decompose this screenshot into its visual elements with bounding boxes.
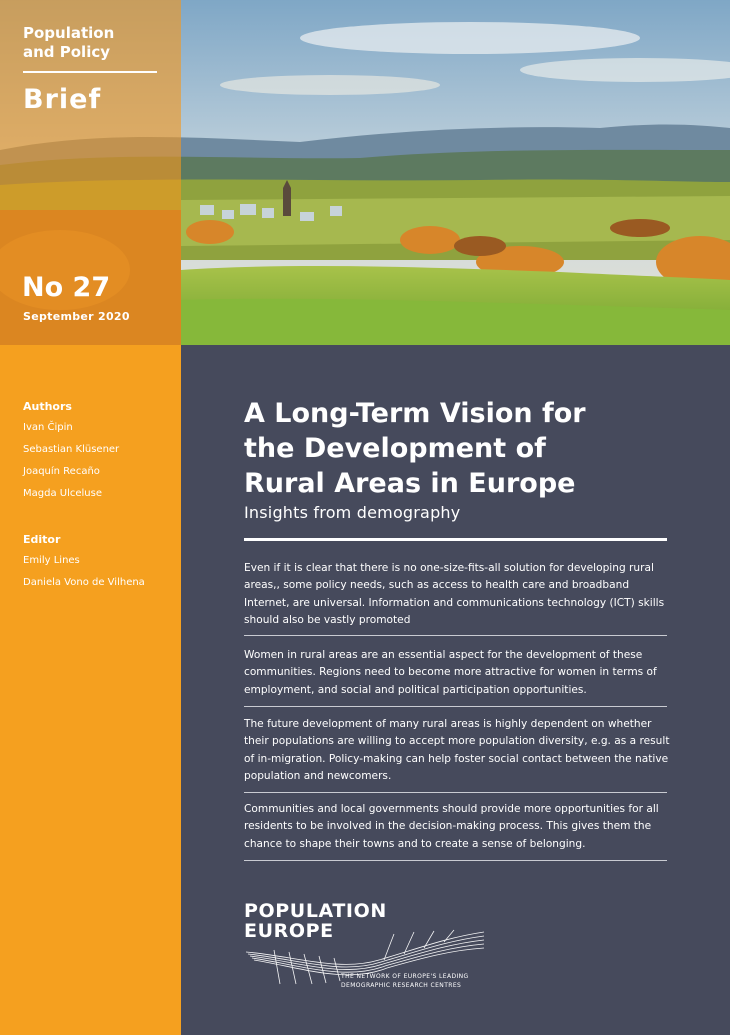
key-point-divider	[244, 860, 667, 861]
key-point-divider	[244, 792, 667, 793]
title-divider	[244, 538, 667, 541]
authors-label: Authors	[23, 400, 72, 413]
logo-wordmark-europe: EUROPE	[244, 920, 334, 942]
author-name: Joaquín Recaño	[23, 466, 100, 477]
editor-name: Emily Lines	[23, 555, 80, 566]
editor-name: Daniela Vono de Vilhena	[23, 577, 145, 588]
key-point: Communities and local governments should provide more opportunities for all residents to be involved in the decision-making process. This gives them the chance to shape their towns and to create a sense of belonging.	[244, 803, 659, 850]
title-line-3: Rural Areas in Europe	[244, 468, 576, 499]
author-name: Ivan Čipin	[23, 422, 73, 433]
editor-label: Editor	[23, 533, 61, 546]
brief-title	[244, 396, 684, 501]
series-line-1: Population	[23, 24, 115, 42]
logo-wordmark-population: POPULATION	[244, 900, 387, 922]
key-point-divider	[244, 706, 667, 707]
series-name	[23, 24, 163, 62]
logo-tagline: THE NETWORK OF EUROPE'S LEADING	[341, 973, 469, 980]
key-point-divider	[244, 635, 667, 636]
series-type: Brief	[23, 84, 102, 115]
author-name: Sebastian Klüsener	[23, 444, 120, 455]
logo-tagline: DEMOGRAPHIC RESEARCH CENTRES	[341, 982, 462, 989]
series-line-2: and Policy	[23, 43, 111, 61]
key-point: Even if it is clear that there is no one-size-fits-all solution for developing rural areas,, some policy needs, such as access to health care and broadband Internet, are universal. Information and communications technology (ICT) skills should also be vastly promoted	[244, 562, 665, 627]
brief-subtitle: Insights from demography	[244, 503, 461, 522]
key-point: Women in rural areas are an essential aspect for the development of these communities. Regions need to become more attractive for women in terms of employment, and social and political participation opportunities.	[244, 649, 657, 696]
series-divider	[23, 71, 157, 73]
issue-date: September 2020	[23, 310, 130, 323]
title-line-2: the Development of	[244, 433, 546, 464]
author-name: Magda Ulceluse	[23, 488, 102, 499]
key-point: The future development of many rural areas is highly dependent on whether their populations are willing to accept more population diversity, e.g. as a result of in-migration. Policy-making can help foster social contact between the native population and newcomers.	[244, 718, 670, 783]
issue-number: No 27	[22, 272, 111, 303]
title-line-1: A Long-Term Vision for	[244, 398, 586, 429]
